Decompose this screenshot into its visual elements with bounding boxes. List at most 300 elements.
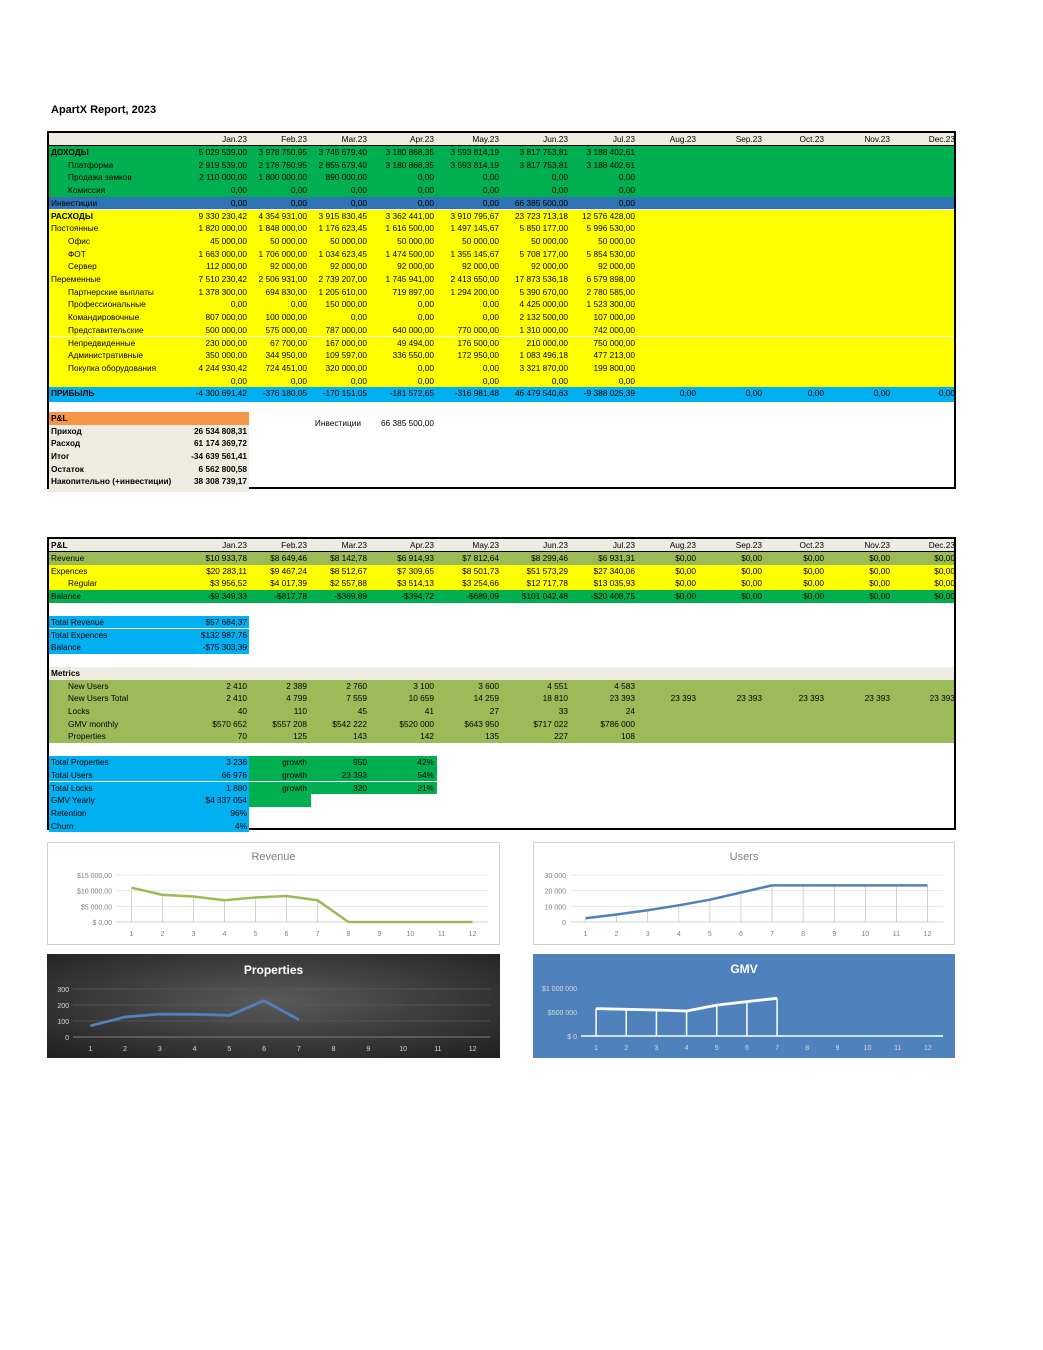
table-cell: $520 000: [399, 718, 434, 729]
table-row: [49, 146, 954, 159]
table-cell: $0,00: [869, 591, 890, 602]
table-cell: 92 000,00: [598, 261, 635, 272]
table-cell: 1 706 000,00: [258, 248, 307, 259]
month-header: Nov.23: [864, 540, 890, 550]
y-tick-label: $1 000 000: [541, 986, 577, 993]
table-cell: 0,00: [482, 362, 499, 373]
table-cell: 23 393: [609, 693, 635, 704]
growth-value: 320: [353, 782, 367, 793]
table-cell: $3 254,66: [462, 578, 499, 589]
y-tick-label: $10 000,00: [76, 888, 112, 896]
row-label: Инвестиции: [51, 197, 98, 208]
table-cell: 135: [485, 731, 499, 742]
table-cell: 2 410: [226, 680, 247, 691]
table-cell: 92 000,00: [531, 261, 568, 272]
table-row: [49, 197, 954, 210]
table-cell: 3 100: [413, 680, 434, 691]
table-cell: 23 393: [864, 693, 890, 704]
table-cell: 2 132 500,00: [519, 312, 568, 323]
properties-chart: [47, 954, 500, 1058]
table-row: [49, 273, 954, 286]
row-label: Комиссия: [68, 185, 106, 196]
table-cell: 150 000,00: [325, 299, 367, 310]
table-cell: 3 978 750,95: [258, 147, 307, 157]
table-cell: 0,00: [350, 185, 367, 196]
x-tick-label: 11: [434, 1046, 442, 1053]
table-cell: 1 294 200,00: [450, 286, 499, 297]
growth-label: growth: [282, 769, 307, 780]
table-cell: 110: [293, 706, 307, 716]
table-cell: 109 597,00: [325, 350, 367, 361]
metric-label: Locks: [68, 706, 90, 716]
summary-label: Churn: [51, 820, 74, 831]
pl-summary: [49, 425, 249, 493]
total-value: $132 987,76: [200, 629, 247, 640]
table-cell: $101 042,48: [521, 591, 568, 602]
table-row: [49, 552, 954, 565]
table-cell: $0,00: [869, 578, 890, 589]
table-cell: $8 299,46: [531, 553, 568, 563]
table-cell: 4 583: [614, 680, 635, 691]
table-cell: 0,00: [417, 185, 434, 196]
growth-percent: 54%: [417, 769, 434, 780]
metrics-header: Metrics: [51, 667, 81, 678]
month-header: Jun.23: [543, 134, 568, 144]
x-tick-label: 5: [707, 931, 712, 938]
table-cell: -316 981,48: [454, 388, 499, 399]
metric-label: GMV monthly: [68, 718, 119, 729]
row-label: Покупка оборудования: [68, 362, 157, 373]
table-cell: 0,00: [482, 185, 499, 196]
table-cell: 23 723 713,18: [514, 210, 568, 221]
table-cell: 4 551: [547, 680, 568, 691]
chart-title: Properties: [243, 963, 304, 977]
y-tick-label: 100: [57, 1019, 69, 1026]
table-cell: 112 000,00: [206, 261, 247, 272]
table-row: [49, 577, 954, 590]
table-cell: 50 000,00: [397, 235, 434, 246]
table-row: [49, 324, 954, 337]
metric-row: [49, 692, 954, 705]
x-tick-label: 3: [654, 1045, 659, 1052]
table-cell: 0,00: [290, 197, 307, 208]
table-cell: 890 000,00: [325, 172, 367, 183]
table-cell: 107 000,00: [593, 312, 635, 323]
month-header: Aug.23: [669, 540, 696, 550]
growth-percent: 42%: [417, 757, 434, 768]
x-tick-label: 8: [331, 1046, 336, 1053]
metric-label: Properties: [68, 731, 106, 742]
table-cell: 1 663 000,00: [198, 248, 247, 259]
table-cell: 230 000,00: [205, 337, 247, 348]
table-row: [49, 235, 954, 248]
table-cell: 14 259: [473, 693, 499, 704]
table-cell: 92 000,00: [462, 261, 499, 272]
month-header: Nov.23: [864, 134, 890, 144]
x-tick-label: 5: [227, 1046, 232, 1053]
table-cell: 0,00: [290, 185, 307, 196]
summary-label: Total Locks: [51, 782, 93, 793]
total-row: [49, 641, 249, 654]
table-cell: $557 208: [272, 718, 307, 729]
table-row: [49, 260, 954, 273]
row-label: Сервер: [68, 261, 97, 272]
table-cell: 1 800 000,00: [258, 172, 307, 183]
table-cell: 3 915 830,45: [318, 210, 367, 221]
chart-title: GMV: [730, 962, 758, 976]
chart-title: Users: [729, 851, 759, 863]
table-cell: 17 873 536,18: [514, 274, 568, 284]
table-cell: 142: [420, 731, 434, 742]
total-label: Balance: [51, 642, 81, 653]
table-cell: 1 378 300,00: [198, 286, 247, 297]
pl-value: 38 308 739,17: [193, 476, 247, 487]
table-cell: $3 514,13: [397, 578, 434, 589]
table-cell: 92 000,00: [397, 261, 434, 272]
table-cell: $10 933,78: [205, 553, 247, 563]
growth-cell: [249, 794, 311, 807]
pl-row: [49, 437, 249, 450]
table-cell: 2 506 931,00: [258, 274, 307, 284]
x-tick-label: 1: [583, 931, 588, 938]
x-tick-label: 2: [123, 1046, 128, 1053]
y-tick-label: $ 0,00: [92, 920, 112, 927]
month-header: Feb.23: [281, 540, 307, 550]
table-cell: 167 000,00: [325, 337, 367, 348]
table-cell: $0,00: [803, 565, 824, 576]
total-value: $57 684,37: [205, 616, 247, 627]
table-cell: 50 000,00: [330, 235, 367, 246]
table-cell: 100 000,00: [265, 312, 307, 323]
table-cell: 0,00: [618, 172, 635, 183]
table-cell: 10 659: [408, 693, 434, 704]
table-cell: $51 573,29: [526, 565, 568, 576]
growth-value: 950: [353, 757, 367, 768]
y-tick-label: 30 000: [544, 873, 566, 880]
table-row: [49, 159, 954, 172]
summary-row: [49, 794, 954, 807]
table-cell: 350 000,00: [205, 350, 247, 361]
table-cell: 92 000,00: [330, 261, 367, 272]
table-cell: $8 142,78: [330, 553, 367, 563]
pl-row: [49, 475, 249, 488]
metric-row: [49, 718, 954, 731]
table-cell: -$817,78: [274, 591, 307, 602]
table-cell: -$394,72: [401, 591, 434, 602]
x-tick-label: 1: [88, 1046, 93, 1053]
table-cell: 724 451,00: [265, 362, 307, 373]
table-cell: $0,00: [675, 578, 696, 589]
table-cell: 23 393: [736, 693, 762, 704]
table-cell: 1 820 000,00: [198, 223, 247, 234]
metric-label: New Users: [68, 680, 109, 691]
chart-svg: [47, 954, 500, 1058]
table-cell: $0,00: [869, 553, 890, 563]
summary-label: Retention: [51, 807, 87, 818]
x-tick-label: 12: [923, 931, 932, 938]
table-cell: 0,00: [230, 299, 247, 310]
table-cell: 3 745 679,40: [318, 147, 367, 157]
table-cell: 2 410: [226, 693, 247, 704]
table-cell: $0,00: [741, 553, 762, 563]
table-cell: $0,00: [675, 553, 696, 563]
x-tick-label: 12: [924, 1045, 932, 1052]
table-row: [49, 337, 954, 350]
table-cell: 33: [558, 706, 568, 716]
row-label: Представительские: [68, 324, 144, 335]
total-value: -$75 303,39: [202, 642, 247, 653]
table-cell: 49 494,00: [397, 337, 434, 348]
table-cell: 24: [625, 706, 635, 716]
table-cell: $8 501,73: [462, 565, 499, 576]
month-header-row: [49, 133, 954, 146]
table-cell: 750 000,00: [593, 337, 635, 348]
table-cell: $27 340,06: [593, 565, 635, 576]
x-tick-label: 3: [157, 1046, 162, 1053]
pl-value: 61 174 369,72: [193, 438, 247, 449]
y-tick-label: $500 000: [547, 1010, 577, 1017]
month-header: May.23: [472, 540, 499, 550]
table-cell: -170 151,05: [322, 388, 367, 399]
pl-label: Накопительно (+инвестиции): [51, 476, 172, 487]
table-cell: 742 000,00: [593, 324, 635, 335]
table-cell: 0,00: [938, 388, 955, 399]
y-tick-label: $ 0: [567, 1034, 577, 1041]
table-cell: -$9 349,33: [207, 591, 247, 602]
row-label: Платформа: [68, 159, 114, 170]
table-cell: $7 309,65: [397, 565, 434, 576]
table-cell: 694 830,00: [265, 286, 307, 297]
summary-value: 66 976: [221, 769, 247, 780]
table-cell: 575 000,00: [265, 324, 307, 335]
row-label: ДОХОДЫ: [51, 147, 89, 157]
x-tick-label: 11: [892, 931, 901, 938]
pl-header-cell: P&L: [49, 412, 249, 425]
table-cell: 50 000,00: [462, 235, 499, 246]
x-tick-label: 8: [805, 1045, 810, 1052]
x-tick-label: 6: [739, 931, 743, 938]
month-header: Apr.23: [410, 540, 434, 550]
table-cell: 2 919 539,00: [198, 159, 247, 170]
row-label: Профессиональные: [68, 299, 146, 310]
x-tick-label: 4: [676, 931, 681, 938]
table-cell: 3 817 753,81: [519, 147, 568, 157]
summary-cell: [49, 820, 249, 833]
table-row: [49, 362, 954, 375]
table-cell: 1 497 145,67: [450, 223, 499, 234]
table-cell: $0,00: [934, 565, 955, 576]
table-row: [49, 387, 954, 402]
table-cell: $7 812,64: [462, 553, 499, 563]
table-cell: $0,00: [741, 565, 762, 576]
table-row: [49, 590, 954, 603]
y-tick-label: 0: [65, 1035, 69, 1042]
table-cell: 0,00: [230, 375, 247, 386]
table-cell: 1 355 145,67: [450, 248, 499, 259]
table-cell: 0,00: [417, 197, 434, 208]
x-tick-label: 6: [262, 1046, 267, 1053]
table-cell: 336 550,00: [392, 350, 434, 361]
summary-value: 1 880: [226, 782, 247, 793]
table-cell: 176 500,00: [457, 337, 499, 348]
metric-row: [49, 680, 954, 693]
summary-cell: [49, 769, 249, 782]
table-row: [49, 222, 954, 235]
revenue-chart: [47, 842, 500, 945]
table-cell: 45: [357, 706, 367, 716]
metric-row: [49, 730, 954, 743]
table-cell: 0,00: [350, 312, 367, 323]
x-tick-label: 4: [222, 931, 227, 938]
table-cell: $570 652: [212, 718, 247, 729]
chart-svg: [533, 842, 955, 945]
table-cell: 4 244 930,42: [198, 362, 247, 373]
table-cell: 27: [489, 706, 499, 716]
table-row: [49, 248, 954, 261]
table-cell: $0,00: [803, 578, 824, 589]
pl-value: 6 562 800,58: [198, 463, 247, 474]
month-header: Sep.23: [735, 134, 762, 144]
table-cell: $786 000: [600, 718, 635, 729]
x-tick-label: 5: [253, 931, 258, 938]
table-cell: 1 034 623,45: [318, 248, 367, 259]
row-label: РАСХОДЫ: [51, 210, 93, 221]
x-tick-label: 10: [863, 1045, 872, 1052]
table-cell: 4 425 000,00: [519, 299, 568, 310]
month-header: Oct.23: [799, 540, 824, 550]
y-tick-label: $5 000,00: [80, 904, 112, 912]
growth-value: 23 393: [341, 769, 367, 780]
table-cell: 3 180 868,35: [385, 147, 434, 157]
table-cell: $643 950: [464, 718, 499, 729]
table-cell: $0,00: [869, 565, 890, 576]
table-cell: -$369,89: [334, 591, 367, 602]
table-cell: 1 205 610,00: [318, 286, 367, 297]
table-cell: 6 579 898,00: [586, 274, 635, 284]
metrics-header-row: [49, 667, 954, 680]
summary-label: Total Users: [51, 769, 93, 780]
table-cell: 92 000,00: [270, 261, 307, 272]
summary-value: 4%: [235, 820, 247, 831]
table-cell: 18 810: [542, 693, 568, 704]
table-cell: 3 817 753,81: [519, 159, 568, 170]
table-cell: 2 413 650,00: [450, 274, 499, 284]
month-header-row: [49, 539, 954, 552]
x-tick-label: 3: [191, 931, 196, 938]
table-cell: 2 110 000,00: [199, 172, 247, 183]
table-cell: 125: [293, 731, 307, 742]
gmv-chart: [533, 954, 955, 1058]
table-cell: 0,00: [230, 185, 247, 196]
summary-value: 96%: [230, 807, 247, 818]
month-header: Dec.23: [928, 134, 955, 144]
table-cell: 0,00: [417, 362, 434, 373]
y-tick-label: 20 000: [544, 888, 566, 896]
total-row: [49, 629, 249, 642]
table-cell: 9 330 230,42: [198, 210, 247, 221]
month-header: Apr.23: [410, 134, 434, 144]
row-label: Продажа замков: [68, 172, 132, 183]
table-cell: 1 474 500,00: [385, 248, 434, 259]
month-header: Oct.23: [799, 134, 824, 144]
table-cell: $6 931,31: [598, 553, 635, 563]
summary-row: [49, 782, 954, 795]
table-cell: 787 000,00: [325, 324, 367, 335]
table-cell: $0,00: [675, 591, 696, 602]
x-tick-label: 9: [832, 931, 837, 938]
table-cell: 0,00: [551, 375, 568, 386]
pl-value: 26 534 808,31: [193, 425, 247, 436]
table-cell: $9 467,24: [270, 565, 307, 576]
x-tick-label: 7: [296, 1046, 301, 1053]
table-cell: 0,00: [745, 388, 762, 399]
month-header: Jul.23: [612, 540, 635, 550]
table-cell: 3 593 814,19: [450, 147, 499, 157]
x-tick-label: 5: [714, 1045, 719, 1052]
table-cell: 0,00: [482, 172, 499, 183]
table-cell: $0,00: [934, 553, 955, 563]
x-tick-label: 10: [399, 1046, 408, 1053]
table-cell: 1 176 623,45: [318, 223, 367, 234]
table-cell: $8 512,67: [330, 565, 367, 576]
investments-row: [49, 417, 954, 430]
pl-label: Расход: [51, 438, 81, 449]
table-cell: 0,00: [417, 375, 434, 386]
table-cell: 70: [237, 731, 247, 742]
row-label: Revenue: [51, 553, 85, 563]
table-row: [49, 349, 954, 362]
table-cell: 0,00: [551, 172, 568, 183]
table-cell: 2 855 679,40: [318, 159, 367, 170]
table-cell: 143: [353, 731, 367, 742]
table-cell: $0,00: [803, 553, 824, 563]
table-cell: 1 745 941,00: [385, 274, 434, 284]
table-cell: 3 188 402,61: [586, 147, 635, 157]
table-cell: 41: [424, 706, 434, 716]
table-cell: 1 083 496,18: [519, 350, 568, 361]
table-cell: 67 700,00: [270, 337, 307, 348]
pl-label: Итог: [51, 451, 70, 462]
table-cell: 4 354 931,00: [258, 210, 307, 221]
month-header: Jan.23: [222, 134, 247, 144]
x-tick-label: 8: [346, 931, 351, 938]
table-cell: $717 022: [533, 718, 568, 729]
x-tick-label: 6: [284, 931, 289, 938]
row-label: Административные: [68, 350, 143, 361]
users-chart: [533, 842, 955, 945]
table-cell: 0,00: [679, 388, 696, 399]
pl-value: -34 639 561,41: [191, 451, 247, 462]
row-label: ФОТ: [68, 248, 86, 259]
table-cell: 1 848 000,00: [258, 223, 307, 234]
table-cell: $0,00: [934, 591, 955, 602]
y-tick-label: 0: [562, 920, 566, 927]
table-cell: 7 559: [346, 693, 367, 704]
table-cell: 50 000,00: [270, 235, 307, 246]
table-cell: 5 996 530,00: [586, 223, 635, 234]
row-label: Командировочные: [68, 312, 140, 323]
table-cell: 5 850 177,00: [519, 223, 568, 234]
table-cell: -181 572,65: [389, 388, 434, 399]
table-cell: 500 000,00: [205, 324, 247, 335]
table-cell: 3 362 441,00: [385, 210, 434, 221]
month-header: Jan.23: [222, 540, 247, 550]
x-tick-label: 7: [775, 1045, 780, 1052]
y-tick-label: 200: [57, 1003, 69, 1010]
month-header: Jul.23: [612, 134, 635, 144]
table-cell: 0,00: [618, 197, 635, 208]
row-label: ПРИБЫЛЬ: [51, 388, 95, 399]
